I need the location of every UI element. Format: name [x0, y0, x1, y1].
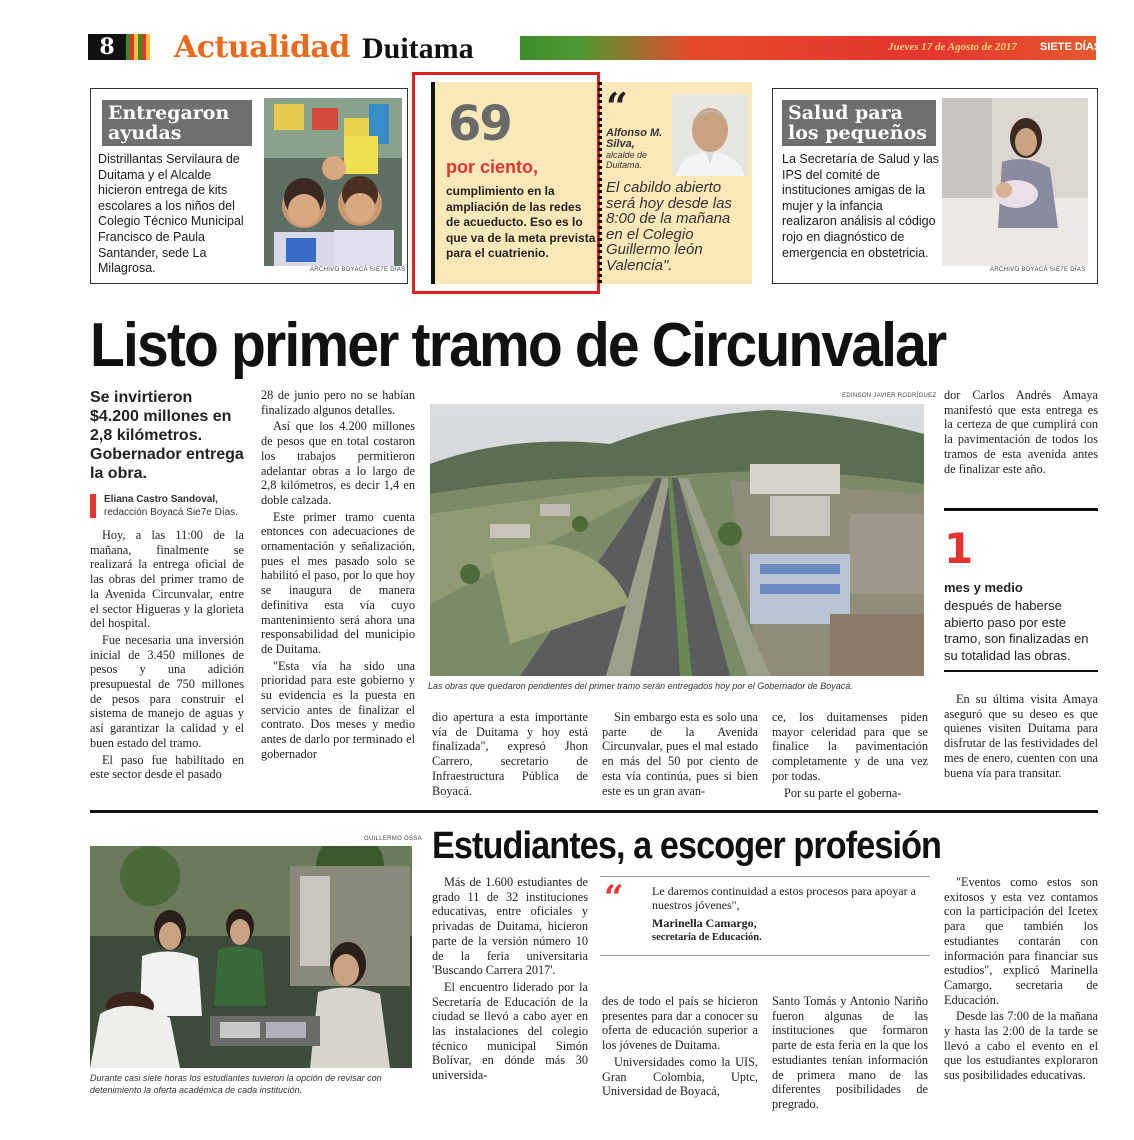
photo-credit-ayudas: ARCHIVO BOYACÁ SIE7E DÍAS	[310, 267, 406, 273]
brief-title-salud: Salud para los pequeños	[782, 100, 936, 146]
paragraph: Este primer tramo cuenta entonces con adecuaciones de ornamentación y señalización, pues el mes pasado solo se habilitó el paso, por lo que hoy se inaugura de manera definitiva esta vía cuyo mantenimiento será ahora una responsabilidad del municipio de Duitama.	[261, 509, 415, 656]
avenue-aerial-photo	[430, 404, 924, 676]
paragraph: 28 de junio pero no se habían finalizado algunos detalles.	[261, 388, 415, 417]
quote-divider	[598, 82, 602, 284]
main-column-1	[90, 528, 244, 784]
main-column-6-top: dor Carlos Andrés Amaya manifestó que esta entrega es la certeza de que cumplirá con la pavimentación de todos los tramos de esta avenida antes de finalizar este año.	[944, 388, 1098, 476]
paragraph: Así que los 4.200 millones de pesos que en total costaron los trabajos permitieron adelantar obras a lo largo de 2,8 kilómetros, es decir 1,4 en doble calzada.	[261, 419, 415, 507]
story-separator	[90, 810, 1098, 813]
main-headline: Listo primer tramo de Circunvalar	[90, 311, 946, 380]
page-number-stripe	[126, 34, 150, 60]
section-city: Duitama	[362, 32, 474, 65]
photo-credit-feria: GUILLERMO OSSA	[364, 836, 422, 842]
second-headline: Estudiantes, a escoger profesión	[432, 825, 942, 867]
fair-photo	[90, 846, 412, 1068]
issue-date: Jueves 17 de Agosto de 2017	[888, 41, 1017, 53]
stat-big-text: después de haberse abierto paso por este tramo, son finalizadas en su totalidad las obras.	[944, 598, 1089, 663]
paragraph: "Esta vía ha sido una prioridad para este gobierno y su evidencia es la puesta en servicio antes de finalizar el contrato. Dos meses y medio antes de darlo por terminado el gobernador	[261, 658, 415, 761]
main-column-4: Sin embargo esta es solo una parte de la Avenida Circunvalar, pues el mal estado en más del 50 por ciento de esta vía continúa, pues si bien este es un gran avan-	[602, 710, 758, 798]
paragraph: Desde las 7:00 de la mañana y hasta las 2:00 de la tarde se llevó a cabo el evento en el que los estudiantes exploraron sus posibilidades educativas.	[944, 1009, 1098, 1083]
highlight-frame	[412, 72, 600, 294]
paragraph: "Eventos como estos son exitosos y esta vez contamos con la participación del Icetex para que también los estudiantes contarán con información para financiar sus estudios", explicó Marinella Camargo, secretaria de Educación.	[944, 875, 1098, 1007]
page-number: 8	[88, 34, 126, 60]
paragraph: Más de 1.600 estudiantes de grado 11 de 32 instituciones educativas, entre oficiales y privadas de Duitama, hicieron parte de la versión número 10 de la feria universitaria 'Buscando Carrera 2017'.	[432, 875, 588, 978]
brief-text-ayudas: Distrillantas Servilaura de Duitama y el Alcalde hicieron entrega de kits escolares a los niños del Colegio Técnico Municipal Francisco de Paula Santander, sede La Milagrosa.	[98, 152, 244, 276]
author-marker	[90, 494, 96, 518]
mother-baby-photo	[942, 98, 1088, 266]
quote-text: El cabildo abierto será hoy desde las 8:00 de la mañana en el Colegio Guillermo león Valencia".	[606, 179, 732, 274]
main-column-2	[261, 388, 415, 764]
quote-author: Alfonso M. Silva,	[606, 127, 663, 150]
pull-quote-role: secretaria de Educación.	[652, 932, 762, 943]
pull-quote-author: Marinella Camargo,	[652, 916, 757, 930]
stat-unit: por ciento,	[446, 157, 539, 177]
main-column-6-bottom: En su última visita Amaya aseguró que su deseo es que quienes visiten Duitama para disfrutar de las festividades del mes de enero, cuenten con una buena vía para transitar.	[944, 692, 1098, 780]
paragraph: Universidades como la UIS, Gran Colombia, Uptc, Universidad de Boyacá,	[602, 1054, 758, 1099]
photo-credit-main: EDINSON JAVIER RODRÍGUEZ	[842, 393, 937, 399]
main-column-5	[772, 710, 928, 802]
main-photo-caption: Las obras que quedaron pendientes del primer tramo serán entregados hoy por el Gobernador de Boyacá.	[428, 681, 853, 691]
section-title: Actualidad	[174, 30, 350, 65]
second-column-3: Santo Tomás y Antonio Nariño fueron algunas de las instituciones que formaron parte de esta feria en la que los estudiantes tenían información de primera mano de las diferentes posibilidades de pregrado.	[772, 994, 928, 1111]
paragraph: Hoy, a las 11:00 de la mañana, finalmente se realizará la entrega oficial de las obras del primer tramo de la Avenida Circunvalar, entre el sector Higueras y la glorieta del hospital.	[90, 528, 244, 631]
paragraph: El encuentro liderado por la Secretaría de Educación de la ciudad se llevó a cabo ayer en las instalaciones del colegio técnico municipal Simón Bolívar, en dónde más 30 universida-	[432, 979, 588, 1083]
fair-photo-caption: Durante casi siete horas los estudiantes tuvieron la opción de revisar con detenimiento la oferta académica de cada institución.	[90, 1073, 382, 1095]
stat-rule-bottom	[944, 670, 1098, 672]
pull-quote-mark-icon: “	[604, 878, 624, 918]
brief-title-ayudas: Entregaron ayudas	[102, 100, 252, 146]
paragraph: des de todo el país se hicieron presentes para dar a conocer su oferta de educación superior a los jóvenes de Duitama.	[602, 994, 758, 1053]
main-subhead: Se invirtieron $4.200 millones en 2,8 kilómetros. Gobernador entrega la obra.	[90, 389, 244, 482]
quote-mark-icon: “	[606, 84, 628, 129]
author-role: redacción Boyacá Sie7e Días.	[104, 507, 238, 518]
paragraph: Por su parte el goberna-	[784, 785, 902, 800]
paper-brand: SIETE DÍAS	[1040, 41, 1102, 53]
stat-number: 69	[448, 96, 511, 152]
second-column-4	[944, 875, 1098, 1085]
stat-big-label: mes y medio	[944, 580, 1023, 595]
kids-photo	[264, 98, 402, 266]
main-column-3: dio apertura a esta importante vía de Duitama y hoy está finalizada", expresó Jhon Carrero, secretario de Infraestructura Pública de Boyacá.	[432, 710, 588, 798]
paragraph: ce, los duitamenses piden mayor celeridad para que se finalice la pavimentación completamente y de una vez por todas.	[772, 710, 928, 783]
brief-text-salud: La Secretaría de Salud y las IPS del comité de instituciones amigas de la mujer y la infancia realizaron análisis al código rojo en diagnóstico de emergencia en obstetricia.	[782, 152, 940, 260]
paragraph: El paso fue habilitado en este sector desde el pasado	[90, 752, 244, 782]
photo-credit-salud: ARCHIVO BOYACÁ SIE7E DÍAS	[990, 267, 1086, 273]
stat-big-number: 1	[944, 524, 974, 573]
stat-text: cumplimiento en la ampliación de las redes de acueducto. Eso es lo que va de la meta prevista para el cuatrienio.	[446, 184, 596, 260]
mayor-portrait	[672, 94, 748, 176]
quote-author-role: alcalde de Duitama.	[606, 150, 648, 170]
second-column-1	[432, 875, 588, 1085]
author-name: Eliana Castro Sandoval,	[104, 494, 218, 505]
stat-rule	[944, 508, 1098, 511]
second-column-2	[602, 994, 758, 1101]
paragraph: Fue necesaria una inversión inicial de 3.450 millones de pesos y una adición presupuestal de 750 millones de pesos para construir el sistema de manejo de aguas y así garantizar la calidad y el buen estado del tramo.	[90, 632, 244, 750]
pull-quote-text: Le daremos continuidad a estos procesos para apoyar a nuestros jóvenes",	[652, 884, 916, 912]
